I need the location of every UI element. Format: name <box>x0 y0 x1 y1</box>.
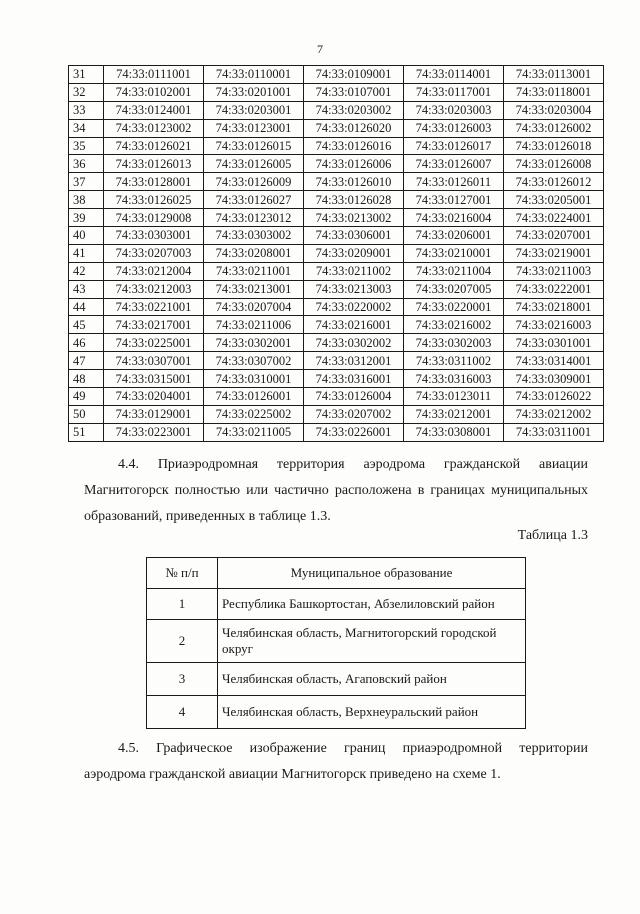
table-row <box>69 316 604 334</box>
table-row <box>69 262 604 280</box>
cadastral-number-cell: 74:33:0128001 <box>104 173 204 191</box>
cadastral-number-cell: 74:33:0303001 <box>104 227 204 245</box>
table-row <box>69 298 604 316</box>
cadastral-number-cell: 74:33:0315001 <box>104 370 204 388</box>
row-number: 31 <box>69 66 104 84</box>
cadastral-number-cell: 74:33:0216002 <box>404 316 504 334</box>
cadastral-number-cell: 74:33:0213001 <box>204 280 304 298</box>
cadastral-number-cell: 74:33:0316003 <box>404 370 504 388</box>
row-number: 51 <box>69 423 104 441</box>
cadastral-number-cell: 74:33:0203001 <box>204 101 304 119</box>
row-number: 4 <box>147 696 218 729</box>
municipality-name: Челябинская область, Верхнеуральский район <box>218 696 526 729</box>
cadastral-number-cell: 74:33:0126017 <box>404 137 504 155</box>
cadastral-number-cell: 74:33:0213003 <box>304 280 404 298</box>
cadastral-number-cell: 74:33:0211005 <box>204 423 304 441</box>
table-row <box>69 370 604 388</box>
cadastral-number-cell: 74:33:0126025 <box>104 191 204 209</box>
cadastral-number-cell: 74:33:0314001 <box>504 352 604 370</box>
cadastral-number-cell: 74:33:0123012 <box>204 209 304 227</box>
row-number: 41 <box>69 244 104 262</box>
row-number: 33 <box>69 101 104 119</box>
cadastral-number-cell: 74:33:0126012 <box>504 173 604 191</box>
row-number: 39 <box>69 209 104 227</box>
table-caption: Таблица 1.3 <box>517 528 588 543</box>
cadastral-number-cell: 74:33:0307002 <box>204 352 304 370</box>
cadastral-number-cell: 74:33:0209001 <box>304 244 404 262</box>
cadastral-number-cell: 74:33:0211002 <box>304 262 404 280</box>
table-row <box>69 405 604 423</box>
cadastral-number-cell: 74:33:0310001 <box>204 370 304 388</box>
table-row <box>147 589 526 620</box>
cadastral-number-cell: 74:33:0211001 <box>204 262 304 280</box>
cadastral-number-cell: 74:33:0206001 <box>404 227 504 245</box>
row-number: 32 <box>69 83 104 101</box>
cadastral-number-cell: 74:33:0216004 <box>404 209 504 227</box>
cadastral-number-cell: 74:33:0113001 <box>504 66 604 84</box>
row-number: 42 <box>69 262 104 280</box>
row-number: 44 <box>69 298 104 316</box>
row-number: 43 <box>69 280 104 298</box>
table-row <box>147 663 526 696</box>
cadastral-number-cell: 74:33:0201001 <box>204 83 304 101</box>
section-4-4-paragraph <box>84 452 588 530</box>
table-row <box>147 696 526 729</box>
cadastral-number-cell: 74:33:0109001 <box>304 66 404 84</box>
cadastral-number-cell: 74:33:0220001 <box>404 298 504 316</box>
cadastral-number-cell: 74:33:0203004 <box>504 101 604 119</box>
cadastral-number-cell: 74:33:0212003 <box>104 280 204 298</box>
page-number: 7 <box>317 42 323 56</box>
row-number: 46 <box>69 334 104 352</box>
cadastral-number-cell: 74:33:0203003 <box>404 101 504 119</box>
table-row <box>69 334 604 352</box>
cadastral-number-cell: 74:33:0102001 <box>104 83 204 101</box>
table-row <box>69 66 604 84</box>
cadastral-number-cell: 74:33:0207005 <box>404 280 504 298</box>
cadastral-number-cell: 74:33:0126020 <box>304 119 404 137</box>
cadastral-number-cell: 74:33:0126027 <box>204 191 304 209</box>
table-row <box>69 119 604 137</box>
cadastral-number-cell: 74:33:0111001 <box>104 66 204 84</box>
cadastral-number-cell: 74:33:0126010 <box>304 173 404 191</box>
cadastral-number-cell: 74:33:0123011 <box>404 388 504 406</box>
cadastral-number-cell: 74:33:0220002 <box>304 298 404 316</box>
cadastral-number-cell: 74:33:0208001 <box>204 244 304 262</box>
cadastral-number-cell: 74:33:0210001 <box>404 244 504 262</box>
cadastral-number-cell: 74:33:0126013 <box>104 155 204 173</box>
table-row <box>147 620 526 663</box>
municipality-name: Челябинская область, Агаповский район <box>218 663 526 696</box>
cadastral-number-cell: 74:33:0207003 <box>104 244 204 262</box>
cadastral-number-cell: 74:33:0211006 <box>204 316 304 334</box>
cadastral-number-cell: 74:33:0212001 <box>404 405 504 423</box>
municipality-name: Челябинская область, Магнитогорский городской округ <box>218 620 526 663</box>
cadastral-number-cell: 74:33:0212002 <box>504 405 604 423</box>
cadastral-number-cell: 74:33:0212004 <box>104 262 204 280</box>
cadastral-number-cell: 74:33:0219001 <box>504 244 604 262</box>
cadastral-number-cell: 74:33:0114001 <box>404 66 504 84</box>
section-4-4-line-1: 4.4. Приаэродромная территория аэродрома гражданской авиации <box>118 457 588 472</box>
cadastral-number-cell: 74:33:0126015 <box>204 137 304 155</box>
row-number: 47 <box>69 352 104 370</box>
municipality-name: Республика Башкортостан, Абзелиловский район <box>218 589 526 620</box>
cadastral-number-cell: 74:33:0107001 <box>304 83 404 101</box>
row-number: 34 <box>69 119 104 137</box>
cadastral-number-cell: 74:33:0303002 <box>204 227 304 245</box>
row-number: 35 <box>69 137 104 155</box>
cadastral-number-cell: 74:33:0207004 <box>204 298 304 316</box>
table-row <box>69 173 604 191</box>
cadastral-number-cell: 74:33:0223001 <box>104 423 204 441</box>
cadastral-number-cell: 74:33:0302002 <box>304 334 404 352</box>
row-number: 37 <box>69 173 104 191</box>
cadastral-number-cell: 74:33:0218001 <box>504 298 604 316</box>
cadastral-number-cell: 74:33:0126008 <box>504 155 604 173</box>
cadastral-number-cell: 74:33:0302001 <box>204 334 304 352</box>
row-number: 48 <box>69 370 104 388</box>
row-number: 36 <box>69 155 104 173</box>
municipal-table <box>146 557 526 729</box>
cadastral-number-cell: 74:33:0126002 <box>504 119 604 137</box>
cadastral-number-cell: 74:33:0126007 <box>404 155 504 173</box>
cadastral-number-cell: 74:33:0306001 <box>304 227 404 245</box>
cadastral-number-cell: 74:33:0213002 <box>304 209 404 227</box>
cadastral-number-cell: 74:33:0216003 <box>504 316 604 334</box>
cadastral-number-cell: 74:33:0117001 <box>404 83 504 101</box>
table-row <box>69 191 604 209</box>
table-row <box>69 244 604 262</box>
row-number: 50 <box>69 405 104 423</box>
header-number: № п/п <box>147 558 218 589</box>
cadastral-number-cell: 74:33:0307001 <box>104 352 204 370</box>
cadastral-number-cell: 74:33:0126001 <box>204 388 304 406</box>
row-number: 45 <box>69 316 104 334</box>
section-4-5-line-1: 4.5. Графическое изображение границ приаэродромной территории <box>118 741 588 756</box>
cadastral-number-cell: 74:33:0311002 <box>404 352 504 370</box>
cadastral-number-cell: 74:33:0126003 <box>404 119 504 137</box>
cadastral-number-cell: 74:33:0126004 <box>304 388 404 406</box>
section-4-5-paragraph <box>84 736 588 788</box>
cadastral-number-cell: 74:33:0123002 <box>104 119 204 137</box>
table-row <box>69 83 604 101</box>
cadastral-number-cell: 74:33:0126009 <box>204 173 304 191</box>
cadastral-number-cell: 74:33:0207001 <box>504 227 604 245</box>
cadastral-number-cell: 74:33:0226001 <box>304 423 404 441</box>
cadastral-numbers-table <box>68 65 604 442</box>
cadastral-number-cell: 74:33:0207002 <box>304 405 404 423</box>
table-row <box>69 137 604 155</box>
table-row <box>69 352 604 370</box>
table-row <box>69 423 604 441</box>
section-4-4-line-2: Магнитогорск полностью или частично расположена в границах муниципальных <box>84 483 588 498</box>
cadastral-number-cell: 74:33:0217001 <box>104 316 204 334</box>
cadastral-number-cell: 74:33:0309001 <box>504 370 604 388</box>
cadastral-number-cell: 74:33:0126018 <box>504 137 604 155</box>
table-row <box>69 280 604 298</box>
cadastral-number-cell: 74:33:0224001 <box>504 209 604 227</box>
cadastral-number-cell: 74:33:0126005 <box>204 155 304 173</box>
cadastral-number-cell: 74:33:0129008 <box>104 209 204 227</box>
table-row <box>69 388 604 406</box>
row-number: 38 <box>69 191 104 209</box>
cadastral-number-cell: 74:33:0311001 <box>504 423 604 441</box>
cadastral-number-cell: 74:33:0123001 <box>204 119 304 137</box>
section-4-4-line-3: образований, приведенных в таблице 1.3. <box>84 509 331 524</box>
cadastral-number-cell: 74:33:0216001 <box>304 316 404 334</box>
table-row <box>69 101 604 119</box>
cadastral-number-cell: 74:33:0225001 <box>104 334 204 352</box>
row-number: 40 <box>69 227 104 245</box>
cadastral-number-cell: 74:33:0126022 <box>504 388 604 406</box>
cadastral-number-cell: 74:33:0129001 <box>104 405 204 423</box>
cadastral-number-cell: 74:33:0211003 <box>504 262 604 280</box>
cadastral-number-cell: 74:33:0126028 <box>304 191 404 209</box>
cadastral-number-cell: 74:33:0127001 <box>404 191 504 209</box>
cadastral-number-cell: 74:33:0126006 <box>304 155 404 173</box>
cadastral-number-cell: 74:33:0301001 <box>504 334 604 352</box>
section-4-5-line-2: аэродрома гражданской авиации Магнитогорск приведено на схеме 1. <box>84 767 501 782</box>
cadastral-number-cell: 74:33:0126011 <box>404 173 504 191</box>
cadastral-number-cell: 74:33:0124001 <box>104 101 204 119</box>
cadastral-number-cell: 74:33:0126016 <box>304 137 404 155</box>
table-row <box>69 227 604 245</box>
row-number: 3 <box>147 663 218 696</box>
cadastral-number-cell: 74:33:0203002 <box>304 101 404 119</box>
cadastral-number-cell: 74:33:0316001 <box>304 370 404 388</box>
row-number: 2 <box>147 620 218 663</box>
cadastral-number-cell: 74:33:0118001 <box>504 83 604 101</box>
row-number: 49 <box>69 388 104 406</box>
cadastral-number-cell: 74:33:0204001 <box>104 388 204 406</box>
cadastral-number-cell: 74:33:0205001 <box>504 191 604 209</box>
cadastral-number-cell: 74:33:0126021 <box>104 137 204 155</box>
table-row <box>69 155 604 173</box>
cadastral-number-cell: 74:33:0211004 <box>404 262 504 280</box>
cadastral-number-cell: 74:33:0221001 <box>104 298 204 316</box>
cadastral-number-cell: 74:33:0225002 <box>204 405 304 423</box>
table-row <box>69 209 604 227</box>
cadastral-number-cell: 74:33:0110001 <box>204 66 304 84</box>
cadastral-number-cell: 74:33:0312001 <box>304 352 404 370</box>
header-municipality: Муниципальное образование <box>218 558 526 589</box>
row-number: 1 <box>147 589 218 620</box>
cadastral-number-cell: 74:33:0308001 <box>404 423 504 441</box>
cadastral-number-cell: 74:33:0302003 <box>404 334 504 352</box>
cadastral-number-cell: 74:33:0222001 <box>504 280 604 298</box>
